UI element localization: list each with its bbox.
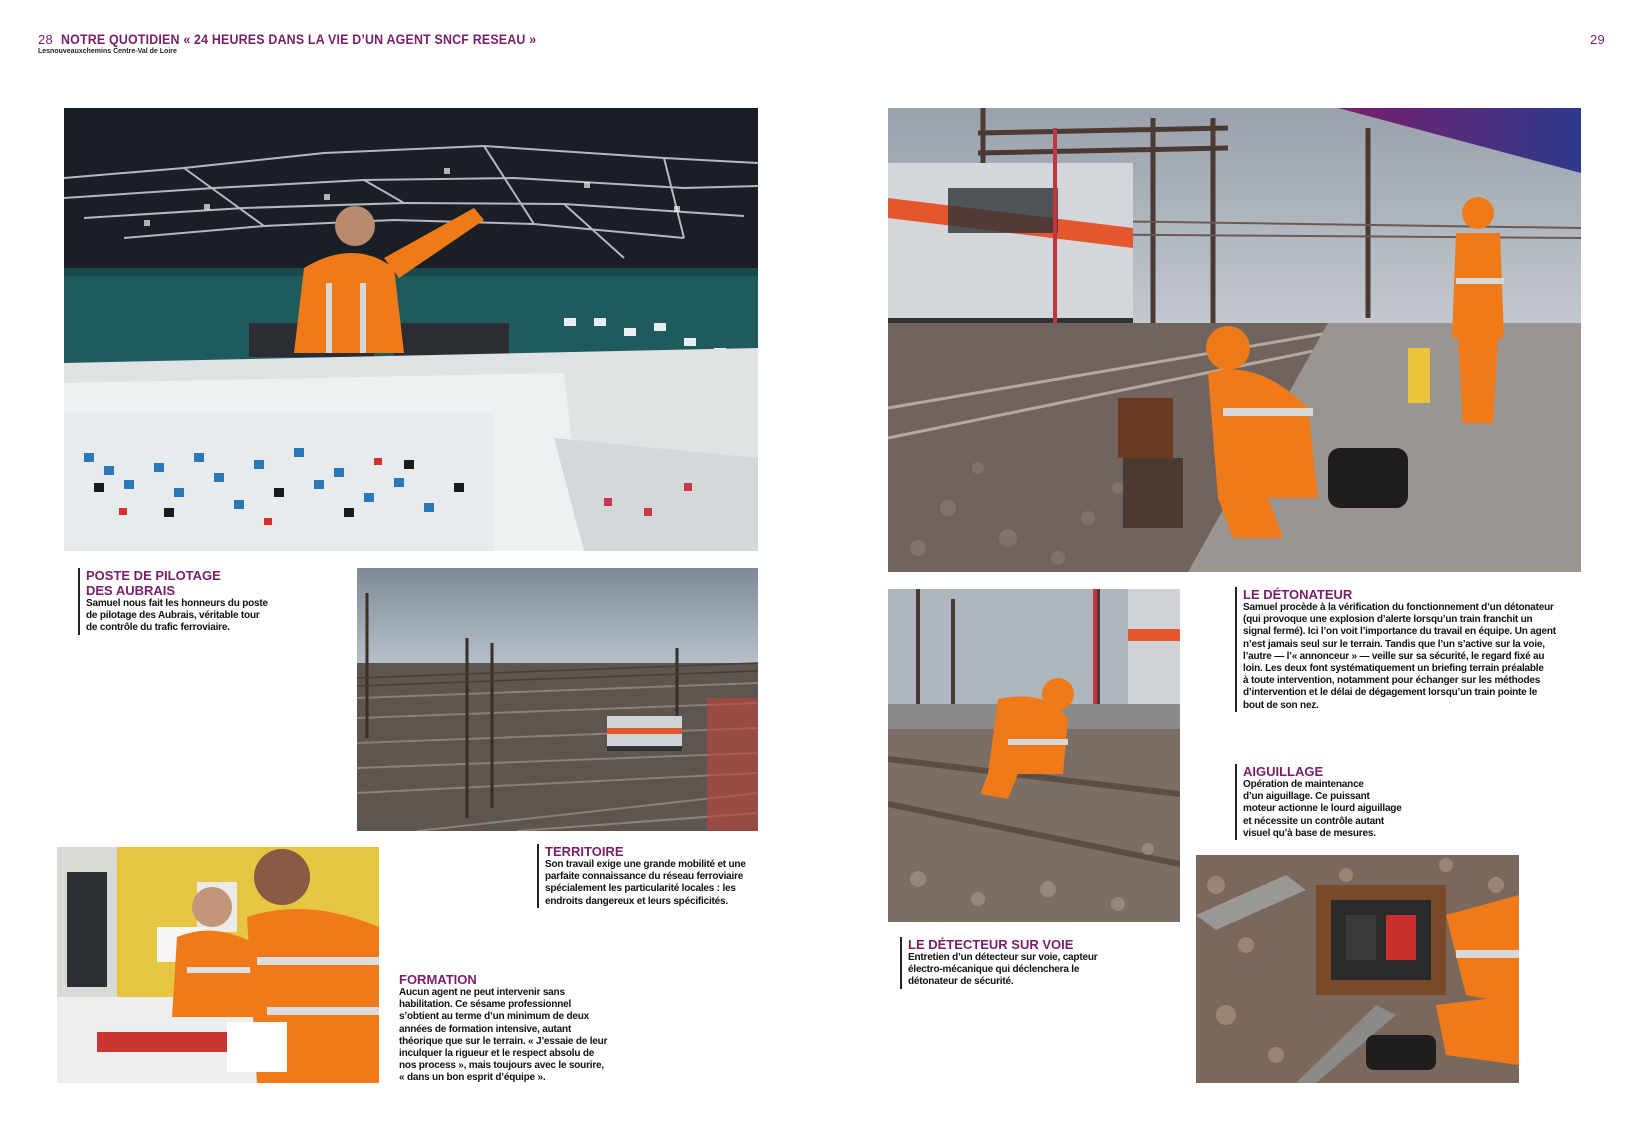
caption-title: LE DÉTECTEUR SUR VOIE [908,937,1074,952]
caption-detonateur [1235,587,1583,712]
caption-body: Opération de maintenance d’un aiguillage. Ce puissant moteur actionne le lourd aiguillage et nécessite un contrôle autant visuel qu’à base de mesures. [1243,779,1402,839]
caption-title: FORMATION [399,972,477,987]
caption-title: POSTE DE PILOTAGE DES AUBRAIS [86,568,221,598]
caption-formation [399,972,639,1085]
caption-body: Entretien d’un détecteur sur voie, capteur électro-mécanique qui déclenchera le détonateur de sécurité. [908,952,1098,988]
caption-title: LE DÉTONATEUR [1243,587,1353,602]
formation-office-photo [57,847,379,1083]
caption-body: Aucun agent ne peut intervenir sans habilitation. Ce sésame professionnel s’obtient au terme d’un minimum de deux années de formation intensive, autant théorique que sur le terrain. « J’essaie de leur inculquer la rigueur et le respect absolu de nos process », mais toujours avec le sourire, « dans un bon esprit d’équipe ». [399,987,608,1084]
caption-title: TERRITOIRE [545,844,624,859]
track-detector-photo [888,589,1180,922]
page-header-title: NOTRE QUOTIDIEN « 24 HEURES DANS LA VIE D’UN AGENT SNCF RESEAU » [61,32,537,47]
caption-aiguillage [1235,764,1483,840]
caption-body: Samuel procède à la vérification du fonctionnement d’un détonateur (qui provoque une explosion d’alerte lorsqu’un train franchit un signal fermé). Ici l’on voit l’importance du travail en équipe. Un agent n’est jamais seul sur le terrain. Tandis que l’un s’active sur la voie, l’autre — l’« annonceur » — veille sur sa sécurité, le regard fixé au loin. Les deux font systématiquement un briefing terrain préalable à toute intervention, notamment pour échanger sur les méthodes d’intervention et le délai de dégagement lorsqu’un train pointe le bout de son nez. [1243,602,1556,711]
switch-motor-photo [1196,855,1519,1083]
left-page-number: 28 [38,32,54,47]
caption-title: AIGUILLAGE [1243,764,1324,779]
detonator-photo [888,108,1581,572]
caption-poste-pilotage [78,568,326,635]
publication-name: Lesnouveauxchemins Centre-Val de Loire [38,48,177,55]
right-page-number: 29 [1590,32,1606,47]
control-room-photo [64,108,758,551]
caption-body: Son travail exige une grande mobilité et une parfaite connaissance du réseau ferroviaire spécialement les particularité locales : les endroits dangereux et leurs spécificités. [545,859,746,907]
caption-territoire [537,844,785,908]
rail-yard-photo [357,568,758,831]
caption-body: Samuel nous fait les honneurs du poste de pilotage des Aubrais, véritable tour de contrôle du trafic ferroviaire. [86,598,268,634]
caption-detecteur [900,937,1158,989]
